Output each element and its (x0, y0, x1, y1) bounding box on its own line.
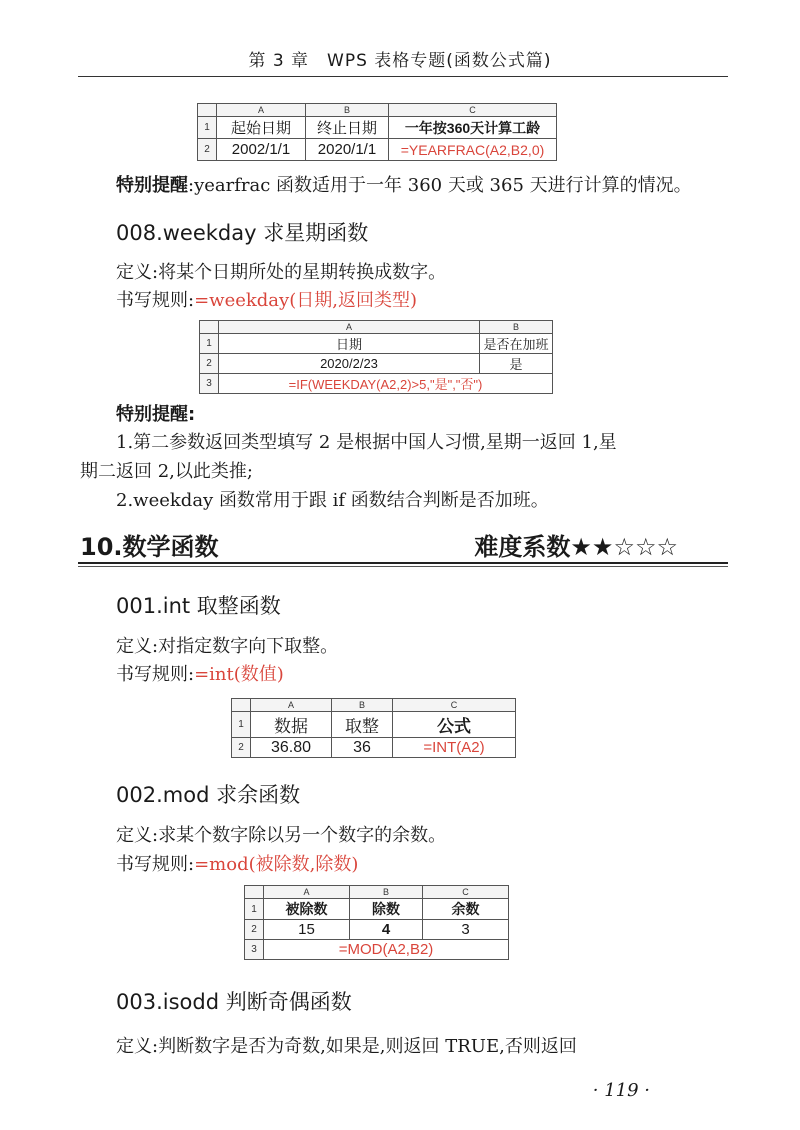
table-cell: 2002/1/1 (217, 139, 306, 161)
note-weekday-label: 特别提醒: (116, 404, 196, 425)
row-number: 3 (200, 374, 219, 394)
definition-int: 定义:对指定数字向下取整。 (116, 636, 339, 657)
formula-cell: =INT(A2) (393, 738, 516, 758)
table-row (200, 334, 553, 354)
syntax-int (116, 661, 284, 689)
table-row (232, 712, 516, 738)
row-number: 1 (245, 899, 264, 920)
table-row (200, 354, 553, 374)
formula-cell: =YEARFRAC(A2,B2,0) (389, 139, 557, 161)
syntax-label: 书写规则: (116, 854, 195, 875)
table-cell: 取整 (332, 712, 393, 738)
syntax-label: 书写规则: (116, 664, 195, 685)
table-cell: 是否在加班 (480, 334, 553, 354)
column-header: B (480, 321, 553, 334)
row-number: 2 (198, 139, 217, 161)
column-header: C (423, 886, 509, 899)
row-number: 2 (200, 354, 219, 374)
syntax-label: 书写规则: (116, 290, 195, 311)
row-number: 1 (200, 334, 219, 354)
weekday-table (199, 320, 553, 394)
table-cell: 数据 (251, 712, 332, 738)
note-weekday-line: 1.第二参数返回类型填写 2 是根据中国人习惯,星期一返回 1,星 (116, 432, 617, 453)
chapter-rule (78, 562, 728, 564)
mod-table (244, 885, 509, 960)
table-row (232, 738, 516, 758)
table-cell: 被除数 (264, 899, 350, 920)
running-header: 第 3 章 WPS 表格专题(函数公式篇) (248, 51, 552, 71)
row-number: 1 (198, 117, 217, 139)
column-header: A (264, 886, 350, 899)
table-corner-cell (245, 886, 264, 899)
table-cell: 起始日期 (217, 117, 306, 139)
table-cell: 2020/2/23 (219, 354, 480, 374)
table-corner-cell (200, 321, 219, 334)
table-cell: 公式 (393, 712, 516, 738)
formula-cell: =IF(WEEKDAY(A2,2)>5,"是","否") (219, 374, 553, 394)
note-weekday-line: 2.weekday 函数常用于跟 if 函数结合判断是否加班。 (116, 490, 549, 511)
table-cell: 是 (480, 354, 553, 374)
table-cell: 终止日期 (306, 117, 389, 139)
note-yearfrac (116, 172, 756, 200)
table-corner-cell (198, 104, 217, 117)
chapter-rule (78, 566, 728, 567)
table-column-header-row (198, 104, 557, 117)
syntax-formula: =int(数值) (194, 664, 284, 685)
header-rule (78, 76, 728, 77)
section-title-isodd: 003.isodd 判断奇偶函数 (116, 990, 352, 1014)
table-row (245, 899, 509, 920)
table-row (245, 940, 509, 960)
column-header: A (217, 104, 306, 117)
column-header: A (251, 699, 332, 712)
table-row (245, 920, 509, 940)
column-header: C (389, 104, 557, 117)
syntax-formula: =mod(被除数,除数) (194, 854, 359, 875)
table-row (198, 117, 557, 139)
column-header: C (393, 699, 516, 712)
column-header: B (306, 104, 389, 117)
syntax-mod (116, 851, 358, 879)
column-header: B (350, 886, 423, 899)
table-column-header-row (232, 699, 516, 712)
column-header: B (332, 699, 393, 712)
table-corner-cell (232, 699, 251, 712)
row-number: 1 (232, 712, 251, 738)
section-title-mod: 002.mod 求余函数 (116, 783, 301, 807)
table-cell: 36 (332, 738, 393, 758)
table-cell: 一年按360天计算工龄 (389, 117, 557, 139)
table-cell: 2020/1/1 (306, 139, 389, 161)
note-text: :yearfrac 函数适用于一年 360 天或 365 天进行计算的情况。 (188, 175, 692, 196)
table-cell: 4 (350, 920, 423, 940)
row-number: 3 (245, 940, 264, 960)
syntax-weekday (116, 287, 417, 315)
section-title-weekday: 008.weekday 求星期函数 (116, 221, 369, 245)
note-label: 特别提醒 (116, 175, 188, 196)
table-cell: 日期 (219, 334, 480, 354)
definition-isodd: 定义:判断数字是否为奇数,如果是,则返回 TRUE,否则返回 (116, 1036, 577, 1057)
table-row (198, 139, 557, 161)
yearfrac-table (197, 103, 557, 161)
int-table (231, 698, 516, 758)
chapter-difficulty: 难度系数★★☆☆☆ (474, 533, 678, 561)
table-row (200, 374, 553, 394)
column-header: A (219, 321, 480, 334)
table-cell: 36.80 (251, 738, 332, 758)
section-title-int: 001.int 取整函数 (116, 594, 281, 618)
table-cell: 余数 (423, 899, 509, 920)
definition-mod: 定义:求某个数字除以另一个数字的余数。 (116, 825, 447, 846)
row-number: 2 (232, 738, 251, 758)
table-cell: 15 (264, 920, 350, 940)
syntax-formula: =weekday(日期,返回类型) (194, 290, 417, 311)
definition-weekday: 定义:将某个日期所处的星期转换成数字。 (116, 262, 447, 283)
table-column-header-row (245, 886, 509, 899)
row-number: 2 (245, 920, 264, 940)
note-weekday-line: 期二返回 2,以此类推; (80, 461, 253, 482)
chapter-title: 10.数学函数 (80, 533, 219, 561)
page-number: · 119 · (592, 1080, 650, 1101)
table-cell: 除数 (350, 899, 423, 920)
table-cell: 3 (423, 920, 509, 940)
formula-cell: =MOD(A2,B2) (264, 940, 509, 960)
table-column-header-row (200, 321, 553, 334)
